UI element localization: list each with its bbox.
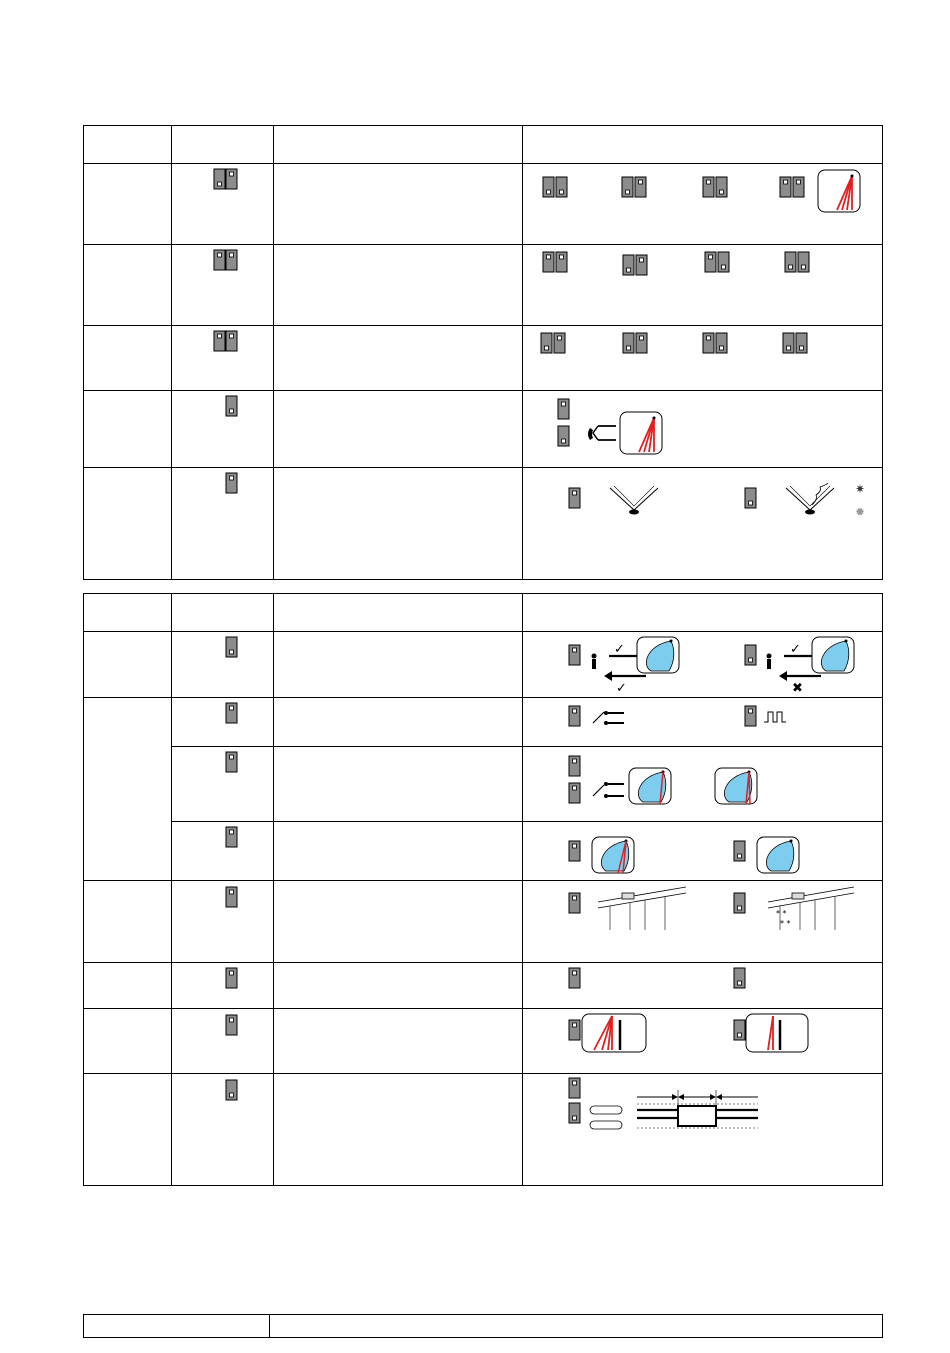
dip-switch-icon — [214, 169, 237, 189]
relay-contact-icon — [593, 782, 624, 798]
red-beam-detector-icon — [620, 412, 662, 454]
relay-contact-icon — [593, 711, 624, 725]
dip-switch-icon — [226, 827, 745, 861]
dip-switch-icon — [226, 473, 756, 508]
phone-connection-icon — [588, 426, 616, 440]
svg-text:✹: ✹ — [855, 505, 866, 519]
dip-switch-icon — [226, 396, 569, 446]
led-indicator-icon — [855, 482, 865, 519]
dip-switch-icon — [226, 887, 745, 913]
dip-switch-icon — [226, 1015, 745, 1040]
svg-text:* *: * * — [776, 909, 787, 918]
detection-zone-icon — [629, 768, 757, 804]
svg-text:✓: ✓ — [790, 642, 801, 657]
dip-switch-icon — [226, 1078, 580, 1123]
dip-switch-icon — [214, 250, 809, 275]
mirror-reflection-icon — [610, 483, 834, 515]
timing-diagram-icon — [590, 1090, 758, 1129]
dip-switch-icon — [214, 331, 807, 353]
svg-text:✓: ✓ — [616, 681, 627, 696]
red-beam-detector-icon — [818, 170, 860, 212]
dip-switch-icon — [226, 968, 745, 988]
svg-text:✷: ✷ — [855, 482, 866, 496]
page-footer — [83, 1314, 883, 1338]
dip-switch-icon — [226, 703, 756, 726]
dip-switch-icon — [226, 752, 580, 803]
footer-divider — [269, 1315, 270, 1337]
svg-text:* *: * * — [780, 919, 791, 928]
red-beam-detector-icon — [582, 1014, 808, 1052]
dip-switch-icon — [543, 177, 804, 197]
detection-zone-icon — [592, 837, 799, 873]
pulse-signal-icon — [764, 712, 786, 722]
door-frame-icon — [598, 887, 854, 930]
svg-text:✓: ✓ — [614, 642, 625, 657]
svg-text:✖: ✖ — [792, 681, 803, 696]
person-direction-icon — [592, 642, 822, 696]
